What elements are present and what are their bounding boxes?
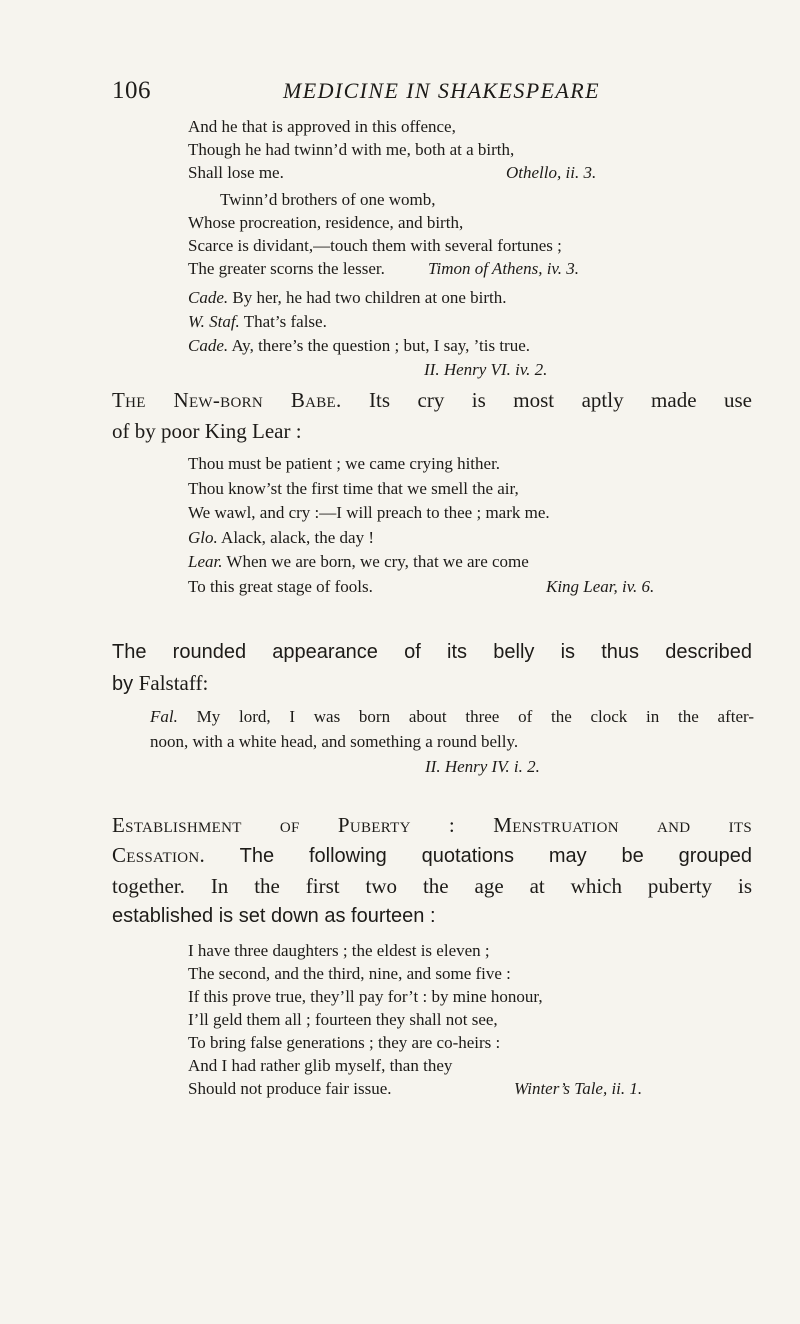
quote-line: If this prove true, they’ll pay for’t : by mine honour, [188,987,543,1006]
quote-henry-iv [150,704,754,779]
speaker-name: Fal. [150,707,178,726]
quote-line-text: By her, he had two children at one birth. [228,288,507,307]
speaker-name: Cade. [188,336,229,355]
quote-line-text: Shall lose me. [188,163,284,182]
quote-othello [188,115,748,184]
section-belly [112,637,752,700]
quote-line [188,334,748,358]
section-heading: Establishment of Puberty : Menstruation and its [112,813,752,837]
quote-line [188,257,748,280]
quote-line: To bring false generations ; they are co-heirs : [188,1033,501,1052]
quote-line [150,754,754,779]
quote-line: And he that is approved in this offence, [188,117,456,136]
page-number: 106 [112,77,151,104]
quote-line [188,575,748,600]
prose-line [112,840,752,871]
section-puberty [112,810,752,931]
quote-line [188,286,748,310]
quote-line: I’ll geld them all ; fourteen they shall not see, [188,1010,498,1029]
quote-line: Twinn’d brothers of one womb, [220,190,436,209]
prose-text: : [202,671,209,695]
quote-line-text: Ay, there’s the question ; but, I say, ’tis true. [228,336,531,355]
quote-line [150,704,754,729]
quote-timon [188,188,748,280]
quote-line-text: When we are born, we cry, that we are come [222,552,529,571]
quote-line [188,526,748,551]
quote-winters-tale [188,939,748,1100]
quote-line: noon, with a white head, and something a round belly. [150,732,519,751]
quote-line: Thou must be patient ; we came crying hither. [188,454,501,473]
prose-name: Falstaff [138,671,203,695]
quote-line [188,358,748,382]
running-head [112,77,680,109]
quote-line-text: Alack, alack, the day ! [217,527,374,547]
quote-line: Scarce is dividant,—touch them with several fortunes ; [188,236,562,255]
section-heading: Cessation. [112,843,206,867]
speaker-name: Cade. [188,288,229,307]
quote-line [188,1077,748,1100]
citation-winters-tale: Winter’s Tale, ii. 1. [514,1079,643,1098]
prose-line [112,385,752,416]
prose-line: of by poor King Lear : [112,419,302,443]
quote-henry-vi [188,286,748,382]
citation-timon: Timon of Athens, iv. 3. [428,259,579,278]
quote-line: The second, and the third, nine, and some five : [188,964,511,983]
running-title: MEDICINE IN SHAKESPEARE [283,78,600,103]
quote-line-text: The greater scorns the lesser. [188,259,385,278]
prose-line: established is set down as fourteen : [112,905,436,927]
citation-lear: King Lear, iv. 6. [546,576,655,596]
prose-text: by [112,673,139,695]
quote-line [188,310,748,334]
quote-lear [188,452,748,599]
speaker-name: Glo. [188,527,218,547]
quote-line-text: My lord, I was born about three of the clock in the after- [177,707,754,726]
quote-line: Though he had twinn’d with me, both at a birth, [188,140,515,159]
speaker-name: Lear. [188,552,223,571]
prose-line [112,668,752,700]
citation-othello: Othello, ii. 3. [506,163,597,182]
quote-line: Thou know’st the first time that we smell the air, [188,478,519,498]
section-newborn [112,385,752,447]
quote-line: We wawl, and cry :—I will preach to thee ; mark me. [188,503,550,522]
quote-line: I have three daughters ; the eldest is eleven ; [188,941,490,960]
prose-line: The rounded appearance of its belly is thus described [112,641,752,663]
quote-line [188,161,748,184]
quote-line [188,550,748,575]
quote-line: Whose procreation, residence, and birth, [188,213,464,232]
quote-line-text: That’s false. [239,312,327,331]
quote-line-text: To this great stage of fools. [188,576,373,596]
section-heading: The New-born Babe. [112,388,342,412]
quote-line-text: Should not produce fair issue. [188,1079,392,1098]
prose-line: together. In the first two the age at which puberty is [112,874,752,898]
prose-text: Its cry is most aptly made use [341,388,752,412]
prose-text: The following quotations may be grouped [205,845,752,867]
quote-line: And I had rather glib myself, than they [188,1056,453,1075]
speaker-name: W. Staf. [188,312,240,331]
citation-henry-iv: II. Henry IV. i. 2. [425,757,540,776]
citation-henry-vi: II. Henry VI. iv. 2. [424,360,548,379]
